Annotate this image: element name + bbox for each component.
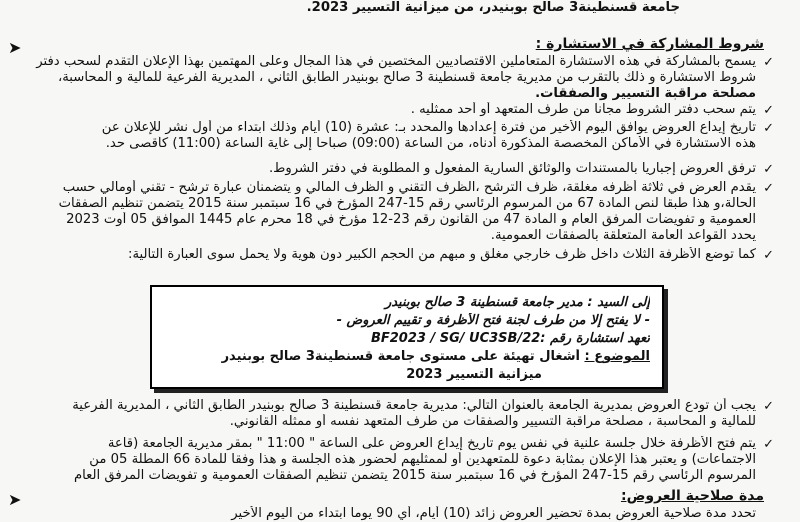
top-line: جامعة قسنطينة3 صالح بوبنيدر، من ميزانية التسيير 2023. (306, 0, 680, 15)
box-line-notice: - لا يفتح إلا من طرف لجنة فتح الأظرفة و تقييم العروض - (336, 313, 650, 328)
paragraph-line: الاجتماعات) و يعتبر هذا الإعلان بمثابة دعوة للمتعهدين أو لممثليهم لحضور هذه الجلسة و هذا وفقا للمادة 66 المطلة 05 من (89, 452, 756, 467)
section-title-participation: شروط المشاركة في الاستشارة : (535, 36, 764, 52)
paragraph-line: ترفق العروض إجباريا بالمستندات والوثائق السارية المفعول و المطلوبة في دفتر الشروط. (268, 161, 756, 176)
box-line-budget: ميزانية التسيير 2023 (406, 367, 542, 382)
box-subject-text: أشغال تهيئة على مستوى جامعة قسنطينة3 صالح بوبنيدر (221, 349, 580, 364)
paragraph-line: الحالة،و هذا طبقا لنص المادة 67 من المرسوم الرئاسي رقم 15-247 المؤرخ في 16 سبتمبر سنة 2015 يتضمن تنظيم الصفقات (58, 196, 756, 211)
envelope-label-box (150, 285, 664, 389)
arrow-icon: ➤ (8, 38, 22, 57)
box-line-consultation-number: تعهد استشارة رقم :BF2023 / SG/ UC3SB/22 (370, 331, 650, 346)
paragraph-line: يتم سحب دفتر الشروط مجانا من طرف المتعهد أو أحد ممثليه . (410, 102, 756, 117)
paragraph-line: يتم فتح الأظرفة خلال جلسة علنية في نفس يوم تاريخ إيداع العروض على الساعة " 11:00 " بمقر مديرية الجامعة (قاعة (107, 436, 756, 451)
arrow-icon: ➤ (8, 490, 22, 509)
paragraph-line: هذه الاستشارة في الأماكن المخصصة المذكورة أدناه، من الساعة (09:00) صباحا إلى غاية الساعة (11:00) كأقصى حد. (105, 136, 756, 151)
paragraph-line: شروط الاستشارة و ذلك بالتقرب من مديرية جامعة قسنطينة 3 صالح بوبنيدر الطابق الثاني ، المديرية الفرعية للمالية و المحاسبة، (57, 70, 756, 85)
paragraph-line: يجب أن تودع العروض بمديرية الجامعة بالعنوان التالي: مديرية جامعة قسنطينة 3 صالح بوبنيدر الطابق الثاني ، المديرية الفرعية (72, 398, 756, 413)
check-bullet-icon: ✓ (763, 55, 774, 70)
box-line-subject (164, 349, 650, 365)
paragraph-line: يحدد القواعد العامة المتعلقة بالصفقات العمومية. (490, 228, 756, 243)
paragraph-line: تاريخ إيداع العروض يوافق اليوم الأخير من فترة إعدادها والمحدد بـ: عشرة (10) أيام وذلك ابتداء من أول نشر للإعلان عن (101, 120, 756, 135)
check-bullet-icon: ✓ (763, 121, 774, 136)
check-bullet-icon: ✓ (763, 162, 774, 177)
paragraph-line: المرسوم الرئاسي رقم 15-247 المؤرخ في 16 سبتمبر سنة 2015 يتضمن تنظيم الصفقات العمومية و تفويضات المرفق العام (73, 468, 756, 483)
section-title-validity: مدة صلاحية العروض: (620, 488, 764, 504)
paragraph-line: للمالية و المحاسبة ، مصلحة مراقبة التسيير والصفقات من طرف المتعهد نفسه أو ممثله القانوني. (229, 414, 756, 429)
check-bullet-icon: ✓ (763, 399, 774, 414)
paragraph-line: يسمح بالمشاركة في هذه الاستشارة المتعاملين الاقتصاديين المختصين في هذا المجال وعلى المهتمين بهذا الإعلان التقدم لسحب دفتر (36, 54, 756, 69)
check-bullet-icon: ✓ (763, 437, 774, 452)
check-bullet-icon: ✓ (763, 181, 774, 196)
box-line-recipient: إلى السيد : مدير جامعة قسنطينة 3 صالح بوبنيدر (384, 295, 650, 310)
check-bullet-icon: ✓ (763, 248, 774, 263)
paragraph-line: يقدم العرض في ثلاثة أظرفه مغلقة، ظرف الترشح ،الظرف التقني و الظرف المالي و يتضمنان عبارة ترشح - تقني أومالي حسب (62, 180, 756, 195)
check-bullet-icon: ✓ (763, 103, 774, 118)
paragraph-line: العمومية و تفويضات المرفق العام و المادة 47 من القانون رقم 23-12 مؤرخ في 18 محرم عام 1445 الموافق 05 أوت 2023 (66, 212, 756, 227)
paragraph-line: كما توضع الأظرفة الثلاث داخل ظرف خارجي مغلق و مبهم من الحجم الكبير دون هوية ولا يحمل سوى العبارة التالية: (128, 247, 756, 262)
paragraph-line: مصلحة مراقبة التسيير والصفقات. (535, 86, 756, 101)
paragraph-line: تحدد مدة صلاحية العروض بمدة تحضير العروض زائد (10) أيام، أي 90 يوما ابتداء من اليوم الأخير (231, 506, 756, 521)
box-subject-label: الموضوع : (584, 349, 650, 364)
